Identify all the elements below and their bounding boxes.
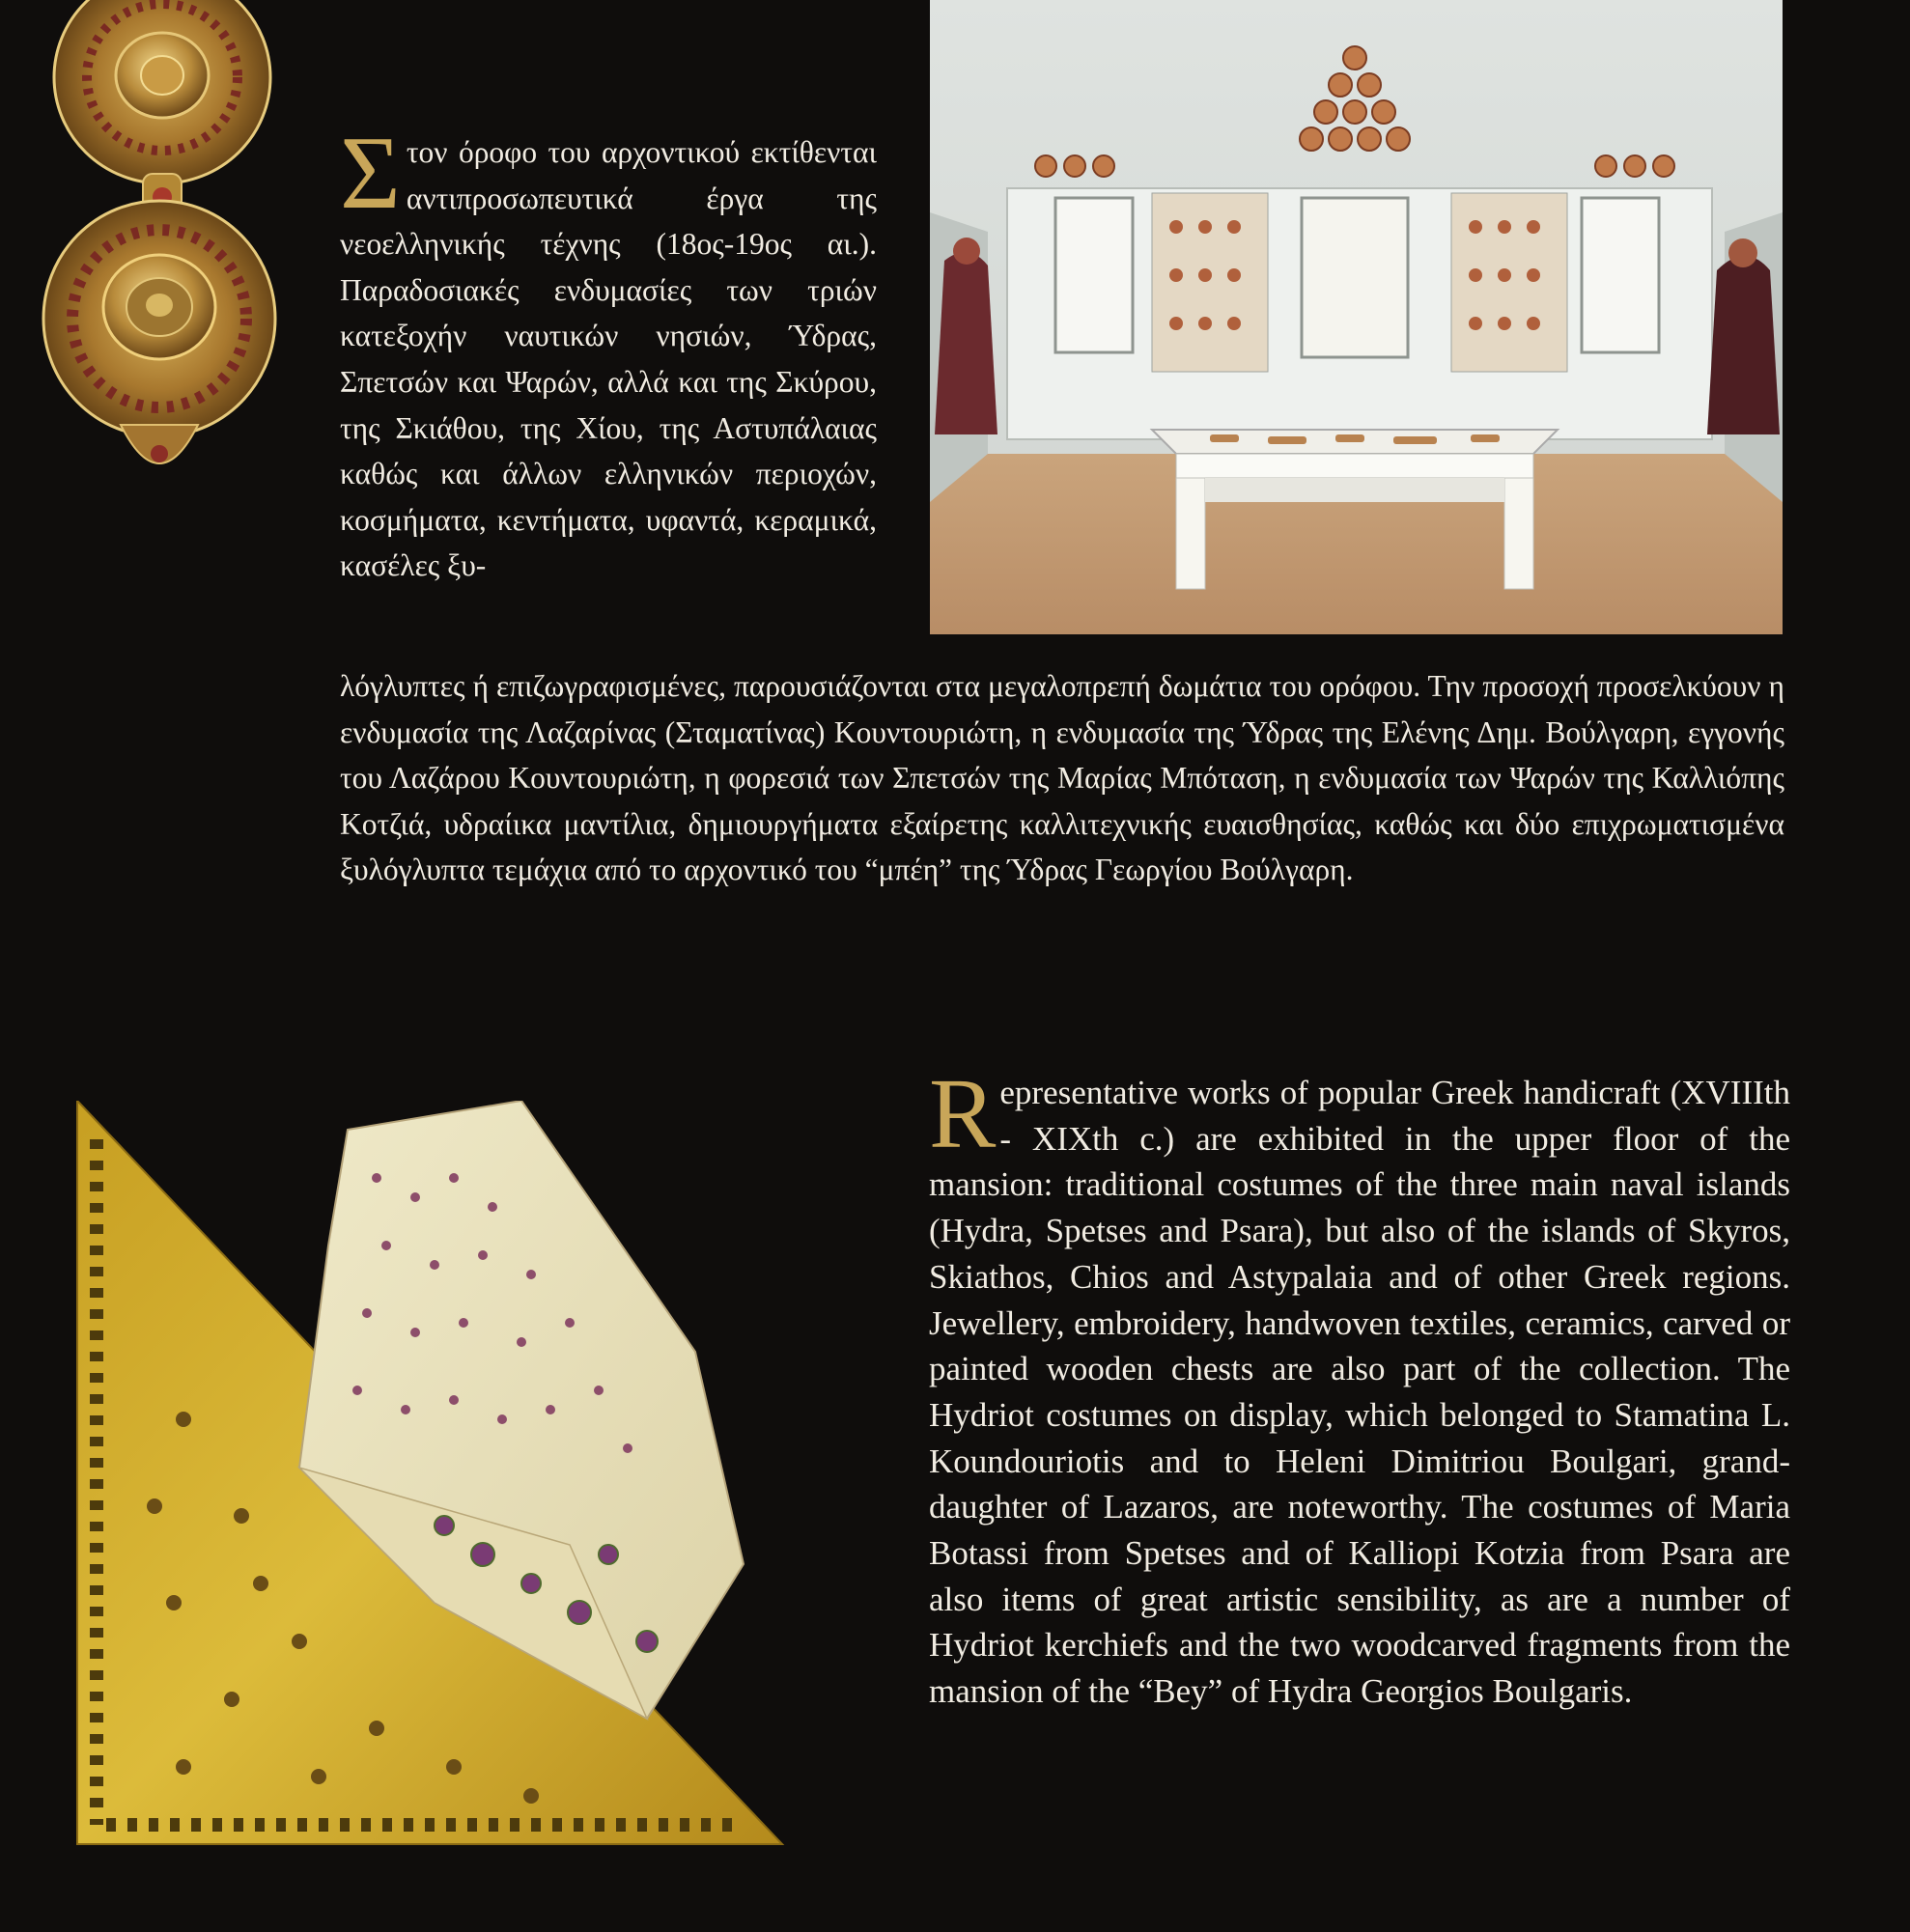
greek-text-bottom: λόγλυπτες ή επιζωγραφισμένες, παρουσιάζονται στα μεγαλοπρεπή δωμάτια του ορόφου. Την προσοχή προσελκύουν η ενδυμασία της Λαζαρίνας (Σταματίνας) Κουντουριώτη, η ενδυμασία της Ύδρας της Ελένης Δημ. Βούλγαρη, εγγονής του Λαζάρου Κουντουριώτη, η φορεσιά των Σπετσών της Μαρίας Μπόταση, η ενδυμασία των Ψαρών της Καλλιόπης Κοτζιά, υδραίικα μαντίλια, δημιουργήματα εξαίρετης καλλιτεχνικής ευαισθησίας, καθώς και δύο επιχρωματισμένα ξυλόγλυπτα τεμάχια από το αρχοντικό του “μπέη” της Ύδρας Γεωργίου Βούλγαρη. [340, 669, 1784, 887]
museum-room-photo [930, 0, 1783, 634]
greek-text-top: τον όροφο του αρχοντικού εκτίθενται αντιπροσωπευτικά έργα της νεοελληνικής τέχνης (18ος-19ος αι.). Παραδοσιακές ενδυμασίες των τριών κατεξοχήν ναυτικών νησιών, Ύδρας, Σπετσών και Ψαρών, αλλά και της Σκύρου, της Σκιάθου, της Χίου, της Αστυπάλαιας καθώς και άλλων ελληνικών περιοχών, κοσμήματα, κεντήματα, υφαντά, κεραμικά, κασέλες ξυ- [340, 135, 877, 583]
greek-paragraph-top [340, 116, 877, 589]
english-paragraph [929, 1058, 1790, 1715]
english-text: epresentative works of popular Greek handicraft (XVIIIth - XIXth c.) are exhibited in the upper floor of the mansion: traditional costumes of the three main naval islands (Hydra, Spetses and Psara), but also of the islands of Skyros, Skiathos, Chios and Astypalaia and of other Greek regions. Jewellery, embroidery, handwoven textiles, ceramics, carved or painted wooden chests are also part of the collection. The Hydriot costumes on display, which belonged to Stamatina L. Koundouriotis and to Heleni Dimitriou Boulgari, grand-daughter of Lazaros, are noteworthy. The costumes of Maria Botassi from Spetses and of Kalliopi Kotzia from Psara are also items of great artistic sensibility, as are a number of Hydriot kerchiefs and the two woodcarved fragments from the mansion of the “Bey” of Hydra Georgios Boulgaris. [929, 1074, 1790, 1711]
english-dropcap: R [929, 1058, 997, 1169]
kerchiefs-image [68, 1101, 811, 1854]
greek-dropcap: Σ [340, 116, 401, 231]
greek-paragraph-bottom [340, 663, 1784, 893]
jewellery-image [29, 0, 290, 492]
